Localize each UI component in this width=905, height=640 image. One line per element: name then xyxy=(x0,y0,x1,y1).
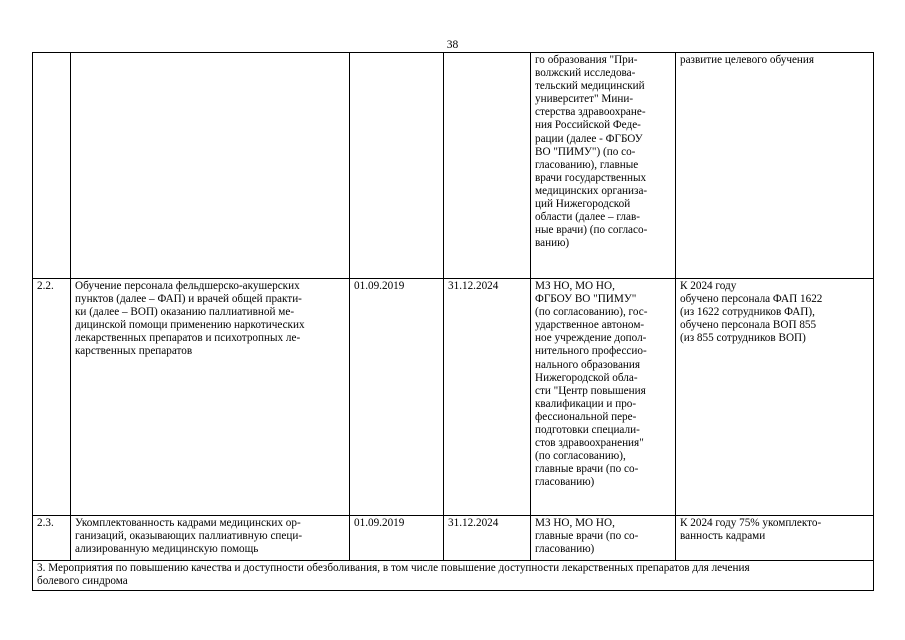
start-date-cell: 01.09.2019 xyxy=(350,279,444,516)
executors-cell: МЗ НО, МО НО, ФГБОУ ВО "ПИМУ" (по согласованию), гос- ударственное автоном- ное учреждение допол- нительного профессио- нального образования Нижегородской обла- сти "Центр повышения квалификации и про- фессиональной пере- подготовки специали- стов здравоохранения" (по согласованию), главные врачи (по со- гласованию) xyxy=(531,279,676,516)
table-row xyxy=(33,516,874,561)
executors-cell: го образования "При- волжский исследова- тельский медицинский университет" Мини- стерства здравоохране- ния Российской Феде- рации (далее - ФГБОУ ВО "ПИМУ") (по со- гласованию), главные врачи государственных медицинских организа- ций Нижегородской области (далее – глав- ные врачи) (по согласо- ванию) xyxy=(531,53,676,279)
table-row xyxy=(33,279,874,516)
row-number-cell: 2.3. xyxy=(33,516,71,561)
row-number-cell: 2.2. xyxy=(33,279,71,516)
activity-cell: Обучение персонала фельдшерско-акушерских пунктов (далее – ФАП) и врачей общей практи- ки (далее – ВОП) оказанию паллиативной ме- дицинской помощи применению наркотических лекарственных препаратов и психотропных ле- карственных препаратов xyxy=(71,279,350,516)
activity-cell: Укомплектованность кадрами медицинских ор- ганизаций, оказывающих паллиативную специ- ализированную медицинскую помощь xyxy=(71,516,350,561)
end-date-cell xyxy=(444,53,531,279)
result-cell: К 2024 году обучено персонала ФАП 1622 (из 1622 сотрудников ФАП), обучено персонала ВОП 855 (из 855 сотрудников ВОП) xyxy=(676,279,874,516)
end-date-cell: 31.12.2024 xyxy=(444,516,531,561)
measures-table xyxy=(32,52,874,591)
executors-cell: МЗ НО, МО НО, главные врачи (по со- гласованию) xyxy=(531,516,676,561)
end-date-cell: 31.12.2024 xyxy=(444,279,531,516)
activity-cell xyxy=(71,53,350,279)
start-date-cell: 01.09.2019 xyxy=(350,516,444,561)
section-heading-row xyxy=(33,561,874,591)
start-date-cell xyxy=(350,53,444,279)
page-number: 38 xyxy=(446,39,459,51)
result-cell: развитие целевого обучения xyxy=(676,53,874,279)
table-row xyxy=(33,53,874,279)
section-heading: 3. Мероприятия по повышению качества и доступности обезболивания, в том числе повышение доступности лекарственных препаратов для лечения болевого синдрома xyxy=(33,561,874,591)
result-cell: К 2024 году 75% укомплекто- ванность кадрами xyxy=(676,516,874,561)
row-number-cell xyxy=(33,53,71,279)
